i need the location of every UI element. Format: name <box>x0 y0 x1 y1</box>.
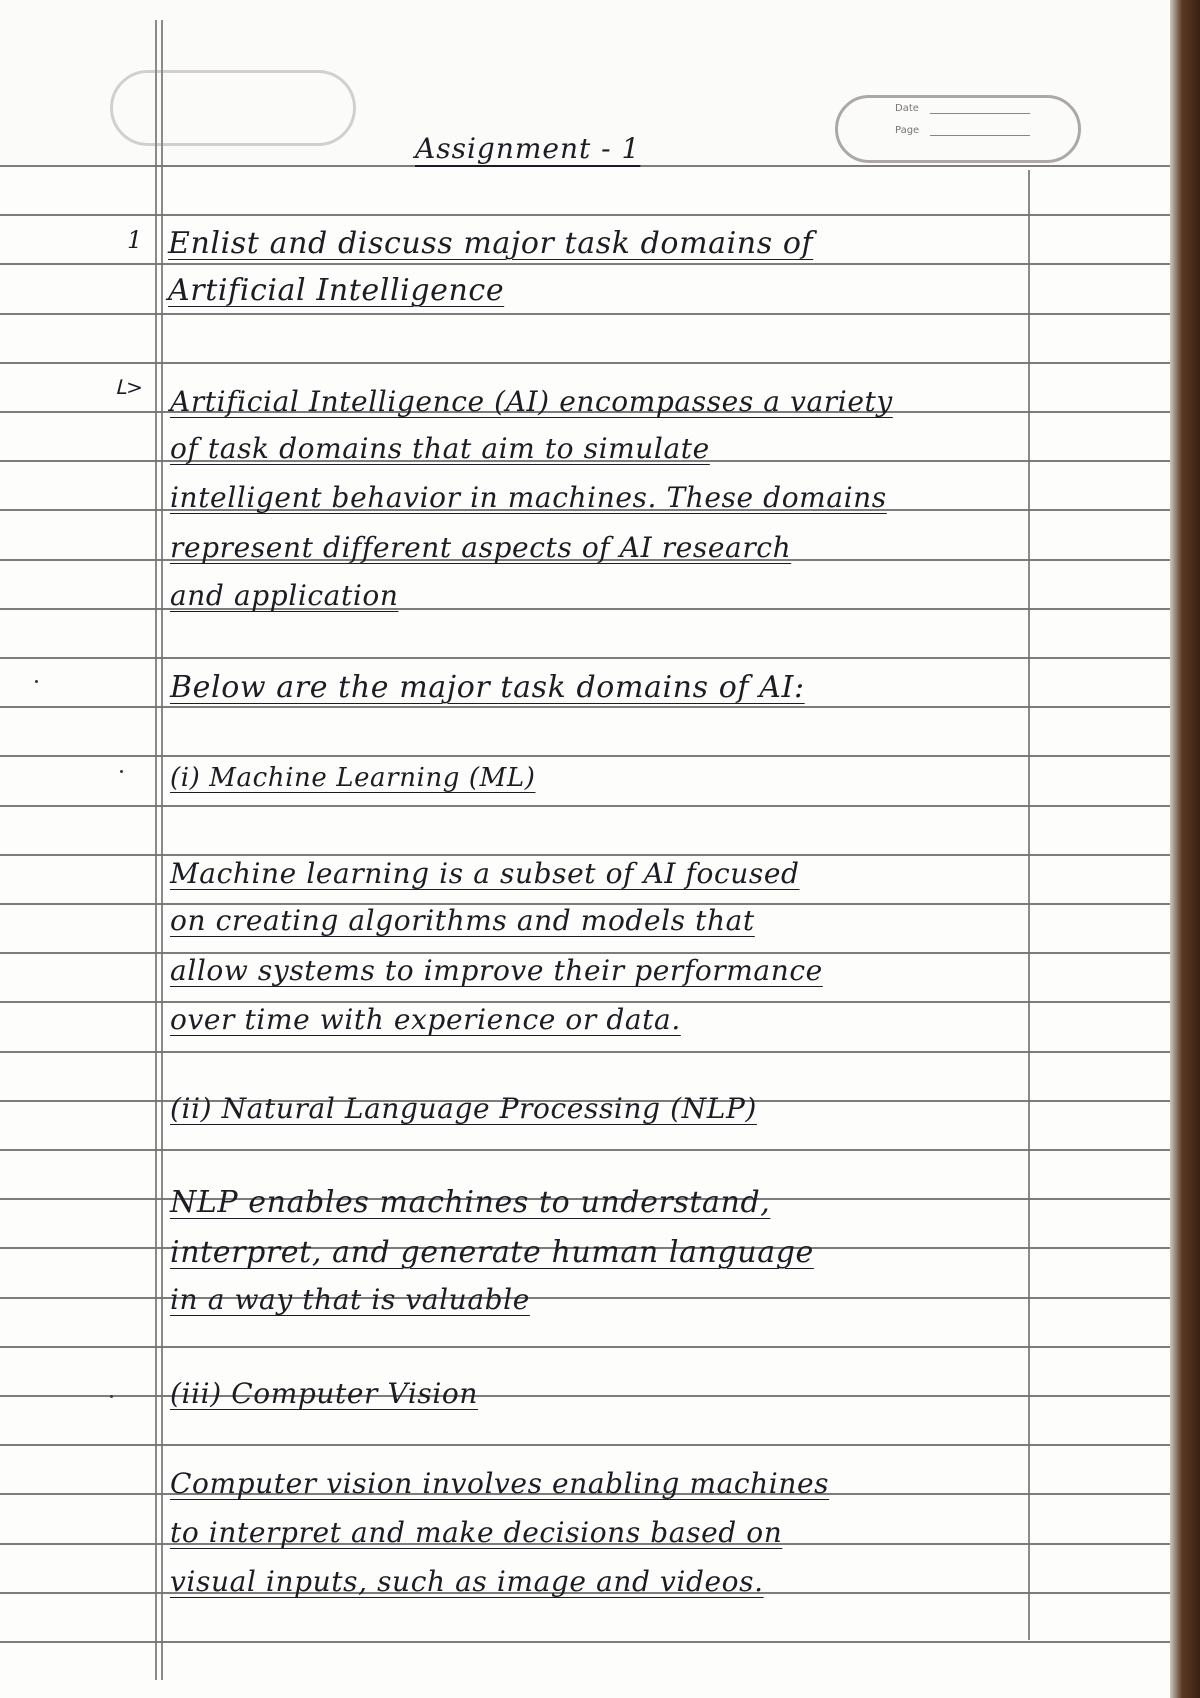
left-margin-line-1 <box>155 20 157 1680</box>
answer-marker: ᒪ> <box>115 375 143 399</box>
page-label: Page <box>895 125 920 136</box>
page-edge-shadow <box>1170 0 1200 1698</box>
ruled-line <box>0 854 1170 856</box>
section-cv-line: Computer vision involves enabling machines <box>170 1467 830 1500</box>
ruled-line <box>0 657 1170 659</box>
section-heading-cv: (iii) Computer Vision <box>170 1377 479 1410</box>
page-line <box>930 135 1030 136</box>
ruled-line <box>0 706 1170 708</box>
ruled-line <box>0 805 1170 807</box>
answer-intro-line: and application <box>170 579 399 612</box>
question-number: 1 <box>127 226 143 254</box>
date-line <box>930 113 1030 114</box>
section-cv-line: to interpret and make decisions based on <box>170 1516 783 1549</box>
margin-dot <box>110 1395 113 1398</box>
section-ml-line: over time with experience or data. <box>170 1003 681 1036</box>
answer-intro-line: of task domains that aim to simulate <box>170 432 710 465</box>
ruled-line <box>0 755 1170 757</box>
margin-dot <box>120 770 123 773</box>
section-heading-nlp: (ii) Natural Language Processing (NLP) <box>170 1092 757 1125</box>
section-nlp-line: NLP enables machines to understand, <box>170 1185 771 1220</box>
ruled-line <box>0 1641 1170 1643</box>
question-line: Artificial Intelligence <box>168 273 505 308</box>
domains-list-intro: Below are the major task domains of AI: <box>170 670 805 705</box>
ruled-line <box>0 1444 1170 1446</box>
ruled-line <box>0 1149 1170 1151</box>
section-ml-line: allow systems to improve their performance <box>170 954 823 987</box>
left-margin-line-2 <box>161 20 163 1680</box>
section-cv-line: visual inputs, such as image and videos. <box>170 1565 764 1598</box>
date-page-box <box>835 95 1081 163</box>
scroll-ornament-left <box>110 70 356 146</box>
answer-intro-line: intelligent behavior in machines. These domains <box>170 481 887 514</box>
ruled-line <box>0 1346 1170 1348</box>
section-heading-ml: (i) Machine Learning (ML) <box>170 763 536 793</box>
date-label: Date <box>895 103 919 114</box>
ruled-line <box>0 362 1170 364</box>
page-title: Assignment - 1 <box>415 132 641 165</box>
section-ml-line: Machine learning is a subset of AI focused <box>170 857 800 890</box>
right-margin-line <box>1028 170 1030 1640</box>
ruled-line <box>0 165 1170 167</box>
ruled-line <box>0 313 1170 315</box>
answer-intro-line: Artificial Intelligence (AI) encompasses a variety <box>170 385 893 418</box>
section-ml-line: on creating algorithms and models that <box>170 904 755 937</box>
section-nlp-line: interpret, and generate human language <box>170 1235 814 1270</box>
ruled-line <box>0 263 1170 265</box>
answer-intro-line: represent different aspects of AI research <box>170 531 792 564</box>
question-line: Enlist and discuss major task domains of <box>168 226 814 261</box>
ruled-line <box>0 1051 1170 1053</box>
section-nlp-line: in a way that is valuable <box>170 1283 530 1316</box>
margin-dot <box>35 680 38 683</box>
ruled-line <box>0 214 1170 216</box>
